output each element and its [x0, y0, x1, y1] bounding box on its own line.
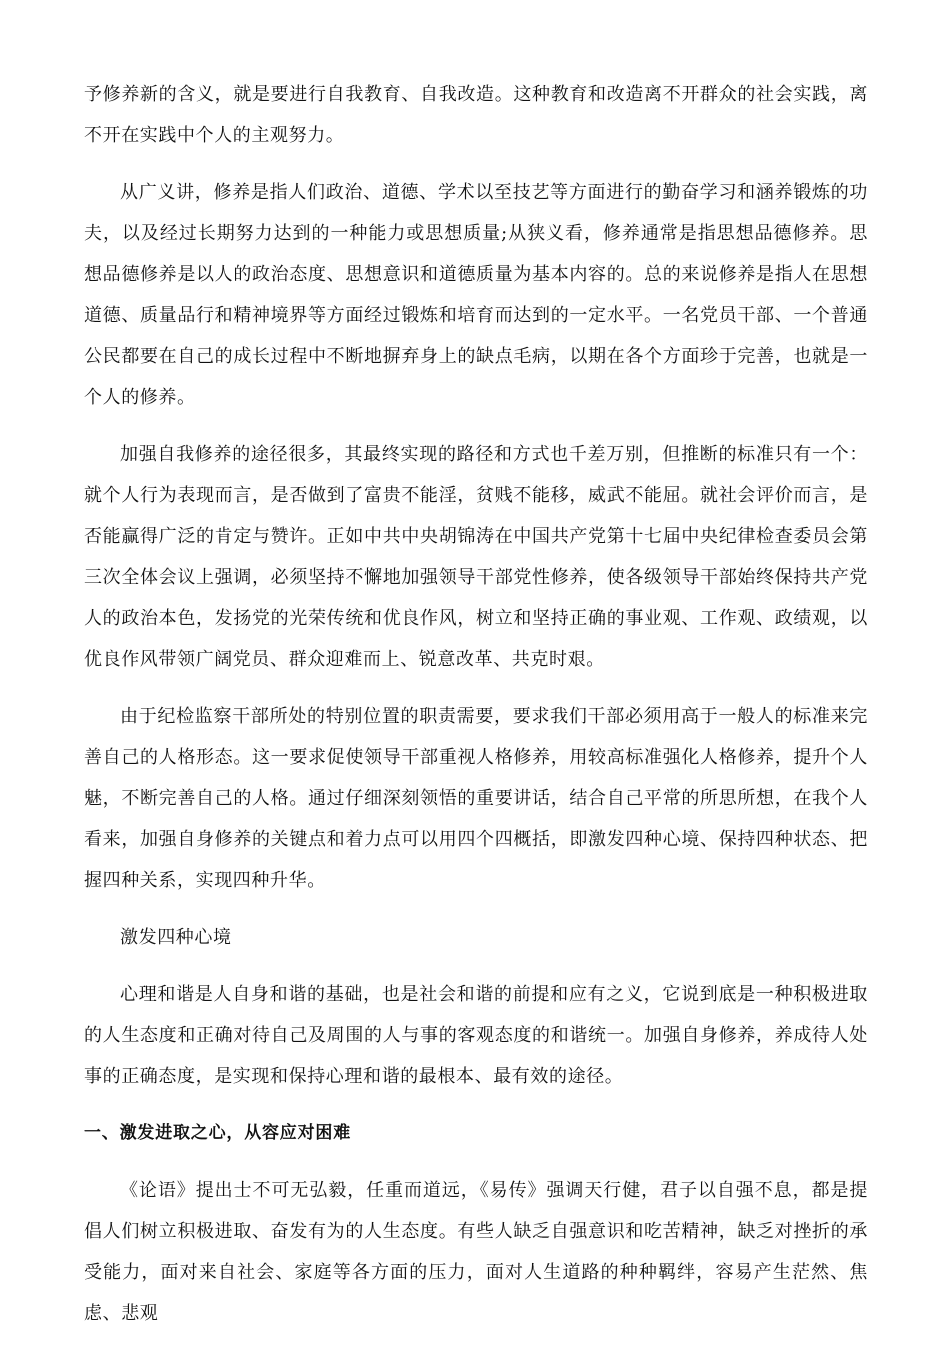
paragraph-analects: 《论语》提出士不可无弘毅，任重而道远，《易传》强调天行健，君子以自强不息，都是提倡人们树立积极进取、奋发有为的人生态度。有些人缺乏自强意识和吃苦精神，缺乏对挫折的承受能力，面对来自社会、家庭等各方面的压力，面对人生道路的种种羁绊，容易产生茫然、焦虑、悲观	[84, 1180, 868, 1324]
paragraph-continuation: 予修养新的含义，就是要进行自我教育、自我改造。这种教育和改造离不开群众的社会实践，离不开在实践中个人的主观努力。	[84, 84, 868, 146]
paragraph-cultivation-approach: 加强自我修养的途径很多，其最终实现的路径和方式也千差万别，但推断的标准只有一个：就个人行为表现而言，是否做到了富贵不能淫，贫贱不能移，威武不能屈。就社会评价而言，是否能赢得广泛的肯定与赞许。正如中共中央胡锦涛在中国共产党第十七届中央纪律检查委员会第三次全体会议上强调，必须坚持不懈地加强领导干部党性修养，使各级领导干部始终保持共产党人的政治本色，发扬党的光荣传统和优良作风，树立和坚持正确的事业观、工作观、政绩观，以优良作风带领广阔党员、群众迎难而上、锐意改革、共克时艰。	[84, 444, 868, 670]
paragraph-discipline-cadres: 由于纪检监察干部所处的特别位置的职责需要，要求我们干部必须用高于一般人的标准来完善自己的人格形态。这一要求促使领导干部重视人格修养，用较高标准强化人格修养，提升个人魅，不断完善自己的人格。通过仔细深刻领悟的重要讲话，结合自己平常的所思所想，在我个人看来，加强自身修养的关键点和着力点可以用四个四概括，即激发四种心境、保持四种状态、把握四种关系，实现四种升华。	[84, 706, 868, 891]
section-label-four-mindsets: 激发四种心境	[120, 927, 232, 948]
document-page	[84, 74, 868, 1350]
section-heading: 一、激发进取之心，从容应对困难	[84, 1123, 351, 1143]
paragraph-cultivation-definition: 从广义讲，修养是指人们政治、道德、学术以至技艺等方面进行的勤奋学习和涵养锻炼的功夫，以及经过长期努力达到的一种能力或思想质量;从狭义看，修养通常是指思想品德修养。思想品德修养是以人的政治态度、思想意识和道德质量为基本内容的。总的来说修养是指人在思想道德、质量品行和精神境界等方面经过锻炼和培育而达到的一定水平。一名党员干部、一个普通公民都要在自己的成长过程中不断地摒弃身上的缺点毛病，以期在各个方面珍于完善，也就是一个人的修养。	[84, 182, 868, 408]
paragraph-psychological-harmony: 心理和谐是人自身和谐的基础，也是社会和谐的前提和应有之义，它说到底是一种积极进取的人生态度和正确对待自己及周围的人与事的客观态度的和谐统一。加强自身修养，养成待人处事的正确态度，是实现和保持心理和谐的最根本、最有效的途径。	[84, 984, 868, 1087]
